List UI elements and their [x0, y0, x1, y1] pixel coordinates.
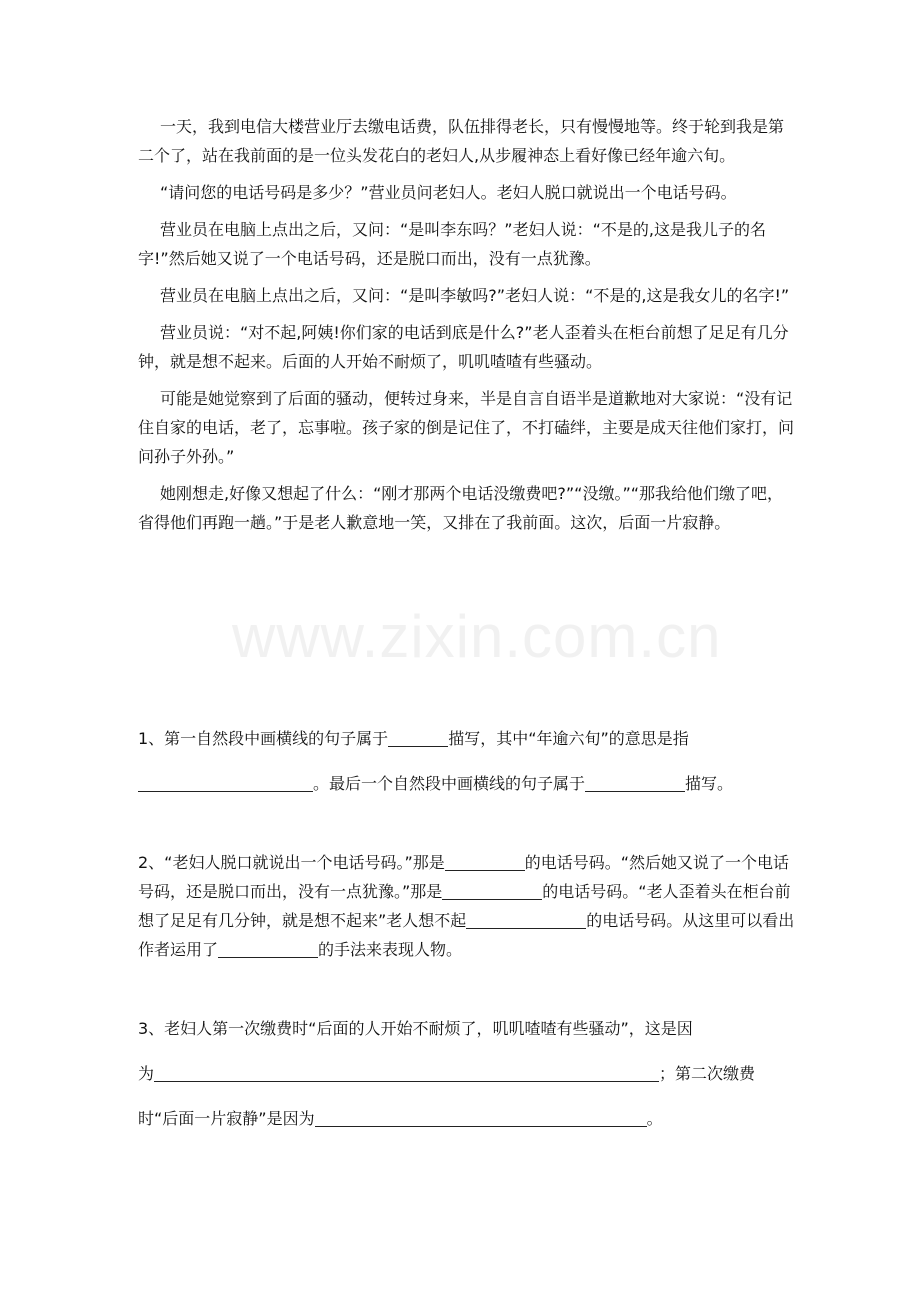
passage-paragraph-2: “请问您的电话号码是多少？”营业员问老妇人。老妇人脱口就说出一个电话号码。	[160, 183, 737, 202]
passage-paragraph-3: 营业员在电脑上点出之后，又问：“是叫李东吗？”老妇人说：“不是的,这是我儿子的名字!”然后她又说了一个电话号码，还是脱口而出，没有一点犹豫。	[138, 220, 766, 268]
question-1-text-d: 描写。	[685, 774, 734, 793]
question-1-line-1	[138, 724, 798, 753]
question-1-line-2	[138, 769, 798, 798]
question-section	[138, 724, 798, 1149]
passage-paragraph-7: 她刚想走,好像又想起了什么：“刚才那两个电话没缴费吧?”“没缴。”“那我给他们缴了吧，省得他们再跑一趟。”于是老人歉意地一笑，又排在了我前面。这次，后面一片寂静。	[138, 484, 784, 532]
question-3-line-1: 3、老妇人第一次缴费时“后面的人开始不耐烦了，叽叽喳喳有些骚动”，这是因	[138, 1019, 693, 1038]
question-3	[138, 1014, 798, 1133]
answer-blank[interactable]	[466, 910, 586, 929]
question-1-text-a: 1、第一自然段中画横线的句子属于	[138, 729, 389, 748]
answer-blank[interactable]	[315, 1108, 647, 1127]
question-3-text-d: 时“后面一片寂静”是因为	[138, 1109, 315, 1128]
answer-blank[interactable]	[445, 852, 525, 871]
question-2-text-d: 的电话号码。从这里可以看出作者运用了	[138, 911, 795, 959]
answer-blank[interactable]	[442, 881, 542, 900]
reading-passage	[138, 112, 798, 545]
question-2	[138, 848, 798, 964]
question-1	[138, 724, 798, 798]
passage-paragraph-5: 营业员说：“对不起,阿姨!你们家的电话到底是什么?”老人歪着头在柜台前想了足足有几分钟，就是想不起来。后面的人开始不耐烦了，叽叽喳喳有些骚动。	[138, 323, 789, 371]
question-3-text-c: ；第二次缴费	[659, 1064, 756, 1083]
question-1-text-b: 描写，其中“年逾六旬”的意思是指	[448, 729, 689, 748]
question-2-text-a: 2、“老妇人脱口就说出一个电话号码。”那是	[138, 853, 445, 872]
answer-blank[interactable]	[154, 1063, 659, 1082]
answer-blank[interactable]	[585, 773, 685, 792]
question-2-text-b: 的电话号码。“然后她又说了一个电话号码，还是脱口而出，没有一点犹豫。”那是	[138, 853, 790, 901]
question-3-text-e: 。	[646, 1109, 663, 1128]
passage-paragraph-1: 一天，我到电信大楼营业厅去缴电话费，队伍排得老长，只有慢慢地等。终于轮到我是第二个了，站在我前面的是一位头发花白的老妇人,从步履神态上看好像已经年逾六旬。	[138, 117, 785, 165]
passage-paragraph-4: 营业员在电脑上点出之后，又问：“是叫李敏吗?”老妇人说：“不是的,这是我女儿的名字!”	[160, 286, 790, 305]
answer-blank[interactable]	[138, 773, 313, 792]
question-3-line-2	[138, 1059, 798, 1088]
answer-blank[interactable]	[218, 939, 318, 958]
question-3-line-3	[138, 1104, 798, 1133]
passage-paragraph-6: 可能是她觉察到了后面的骚动，便转过身来，半是自言自语半是道歉地对大家说：“没有记住自家的电话，老了，忘事啦。孩子家的倒是记住了，不打磕绊，主要是成天往他们家打，问问孙子外孙。”	[138, 389, 795, 466]
question-1-text-c: 。最后一个自然段中画横线的句子属于	[313, 774, 586, 793]
answer-blank[interactable]	[388, 728, 448, 747]
watermark: www.zixin.com.cn	[232, 603, 722, 670]
question-3-text-b: 为	[138, 1064, 155, 1083]
question-2-text-e: 的手法来表现人物。	[318, 940, 463, 959]
question-2-text-c: 的电话号码。“老人歪着头在柜台前想了足足有几分钟，就是想不起来”老人想不起	[138, 882, 791, 930]
